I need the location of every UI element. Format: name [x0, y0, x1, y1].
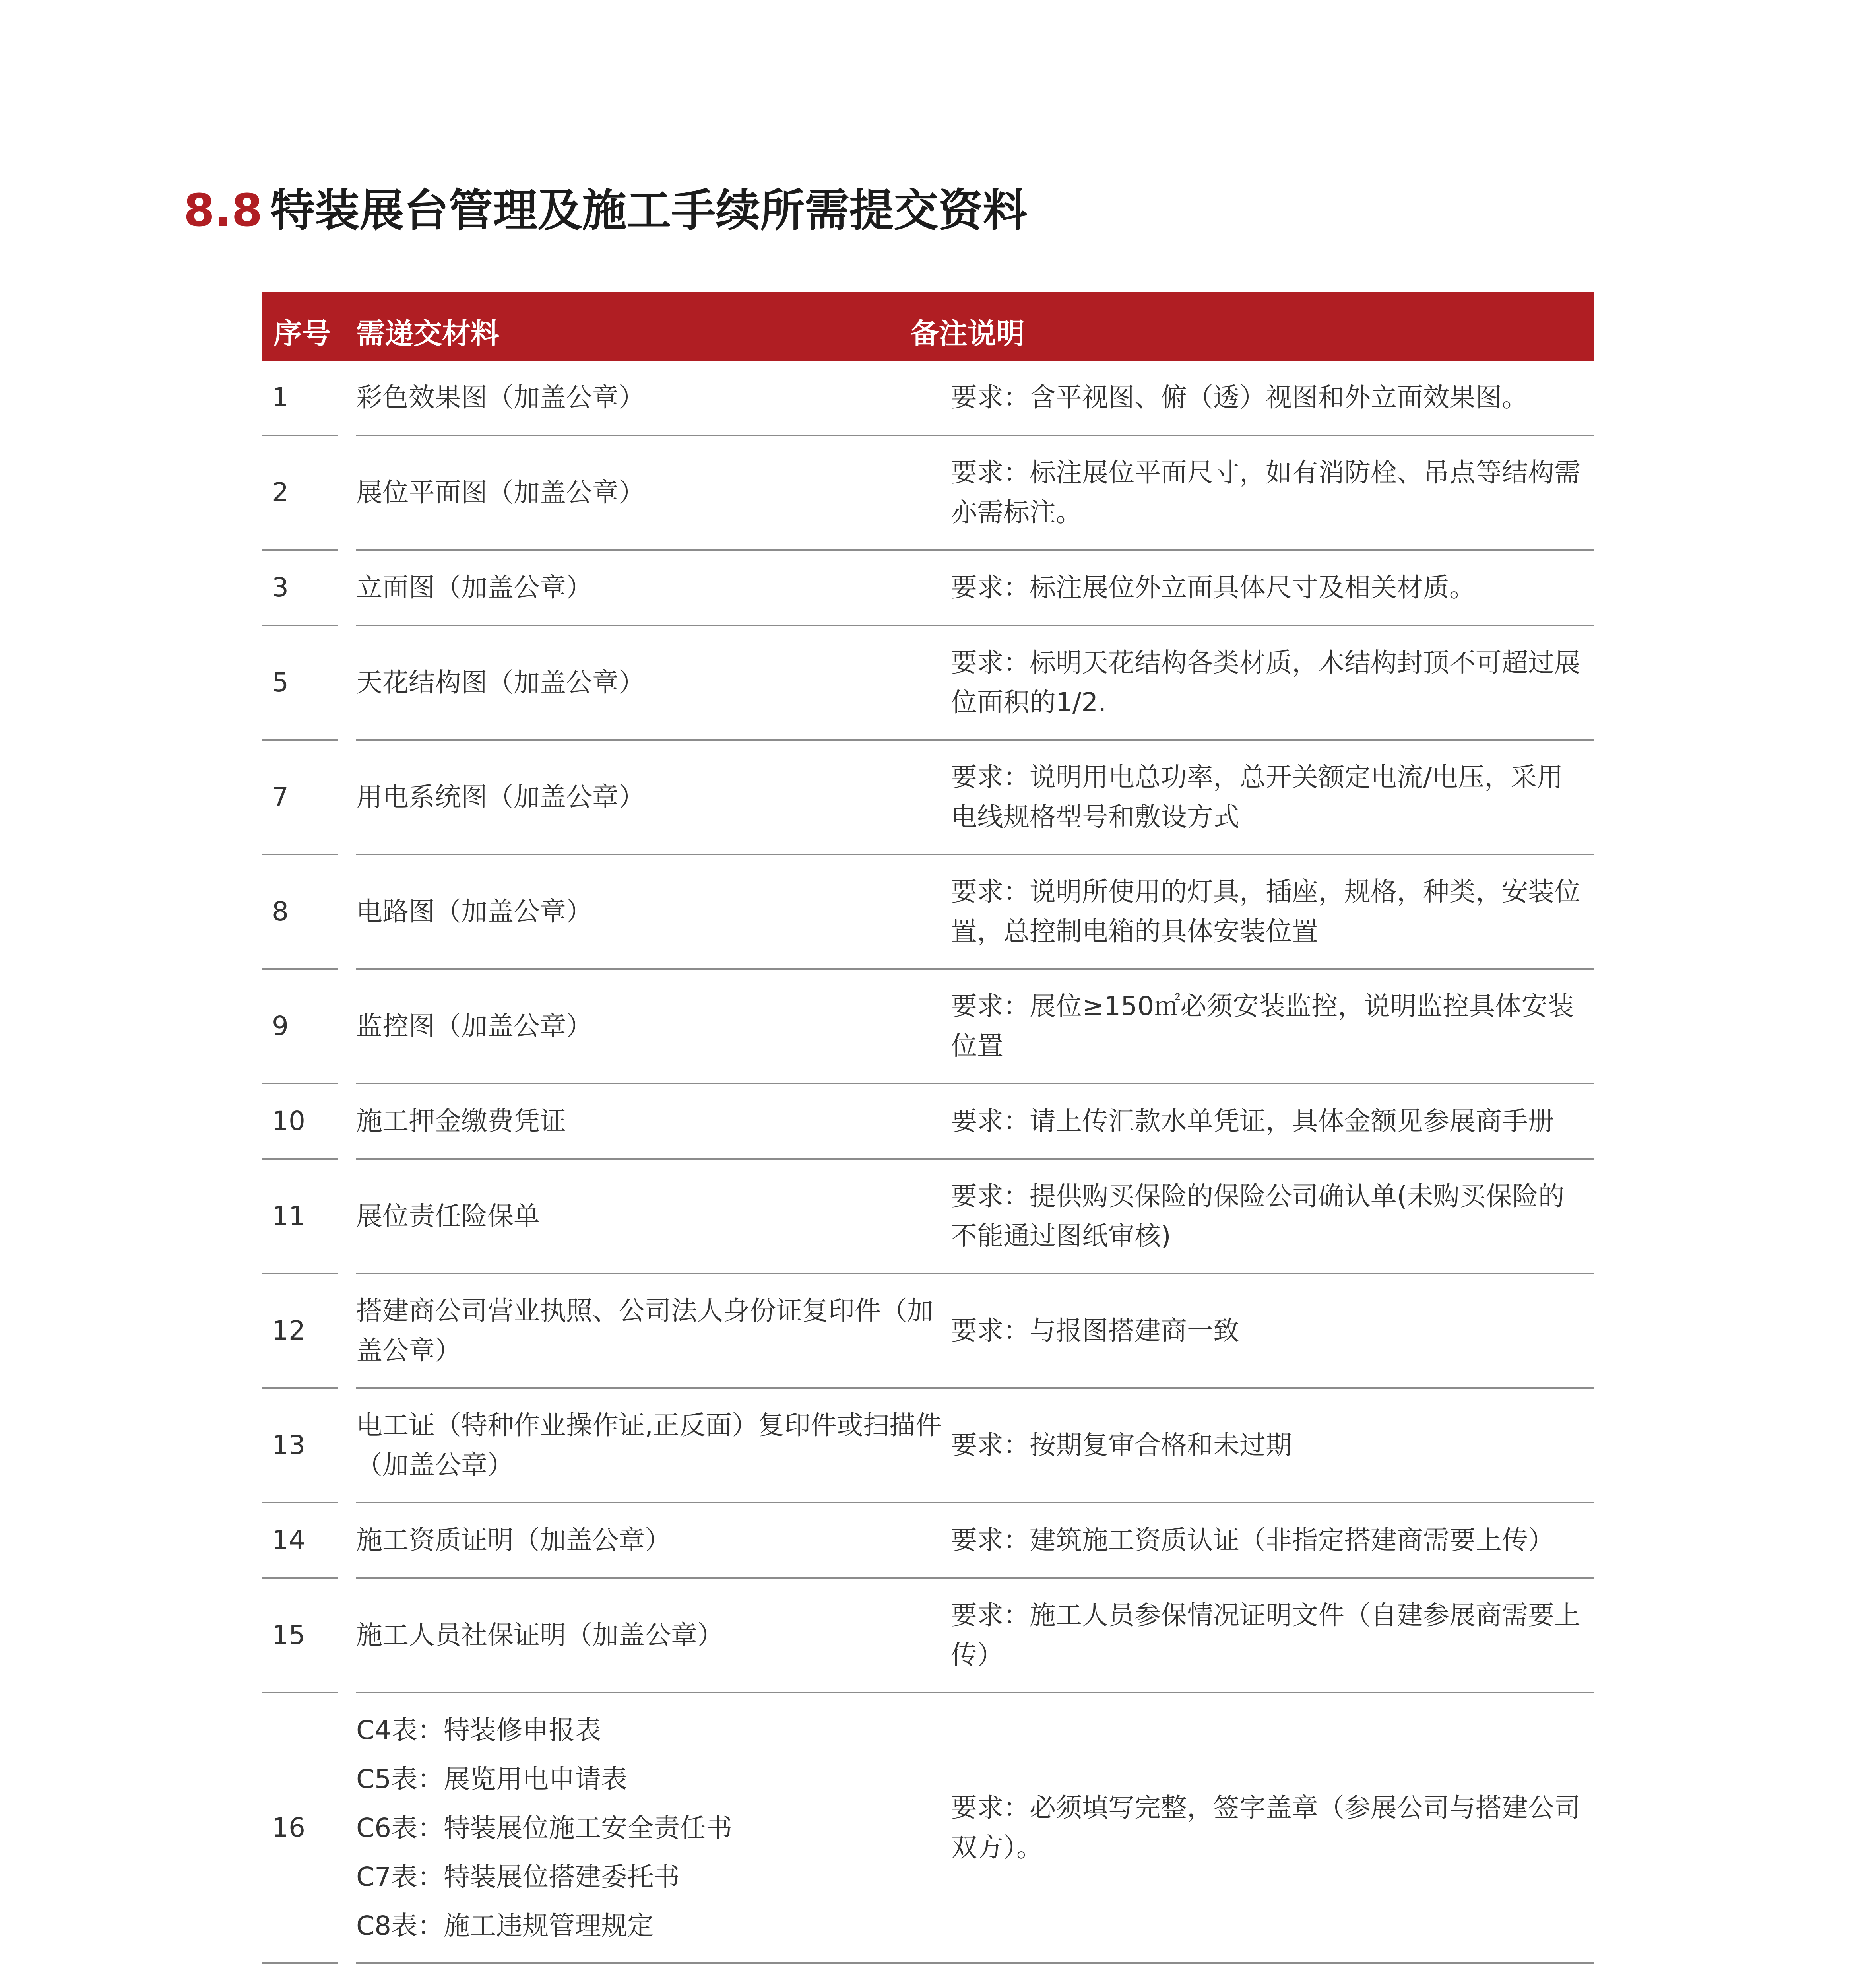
row-note: [923, 1579, 1594, 1693]
row-material: 监控图（加盖公章）: [356, 970, 972, 1084]
row-note: [923, 1389, 1594, 1503]
form-item: C8表：施工违规管理规定: [356, 1910, 654, 1941]
row-material: 搭建商公司营业执照、公司法人身份证复印件（加盖公章）: [356, 1274, 972, 1389]
row-note-text: 要求：按期复审合格和未过期: [951, 1430, 1292, 1460]
row-note-text: 要求：与报图搭建商一致: [951, 1315, 1239, 1346]
table-row: [262, 361, 1594, 436]
row-note-text: 要求：施工人员参保情况证明文件（自建参展商需要上传）: [951, 1600, 1580, 1670]
row-note: [923, 626, 1594, 741]
row-material: 展位平面图（加盖公章）: [356, 436, 972, 551]
section-title: 特装展台管理及施工手续所需提交资料: [270, 185, 1028, 237]
row-no: 16: [262, 1693, 338, 1964]
row-note: [923, 741, 1594, 855]
row-no: 15: [262, 1579, 338, 1693]
row-note-text: 要求：请上传汇款水单凭证，具体金额见参展商手册: [951, 1106, 1554, 1136]
row-note-text: 要求：标明天花结构各类材质，木结构封顶不可超过展位面积的1/2.: [951, 647, 1580, 718]
row-material: 施工人员社保证明（加盖公章）: [356, 1579, 972, 1693]
table-row: [262, 551, 1594, 626]
row-note-text: 要求：建筑施工资质认证（非指定搭建商需要上传）: [951, 1525, 1554, 1555]
table-row: [262, 1274, 1594, 1389]
header-material: 需递交材料: [356, 317, 500, 350]
row-no: 12: [262, 1274, 338, 1389]
materials-table: [262, 292, 1594, 1964]
row-material: 展位责任险保单: [356, 1160, 972, 1274]
row-note: [923, 1503, 1594, 1579]
row-note-text: 要求：标注展位外立面具体尺寸及相关材质。: [951, 572, 1476, 603]
row-no: 5: [262, 626, 338, 741]
row-note: [923, 361, 1594, 436]
table-row: [262, 855, 1594, 970]
row-material: 施工押金缴费凭证: [356, 1084, 972, 1160]
table-row: [262, 436, 1594, 551]
row-material-list: [356, 1693, 972, 1964]
row-note: [923, 1084, 1594, 1160]
row-no: 9: [262, 970, 338, 1084]
table-row: [262, 1503, 1594, 1579]
row-note: [923, 551, 1594, 626]
row-note-text: 要求：展位≥150㎡必须安装监控，说明监控具体安装位置: [951, 991, 1574, 1061]
row-material: 天花结构图（加盖公章）: [356, 626, 972, 741]
row-no: 8: [262, 855, 338, 970]
table-row: [262, 741, 1594, 855]
row-material: 施工资质证明（加盖公章）: [356, 1503, 972, 1579]
row-note: [923, 1160, 1594, 1274]
row-no: 2: [262, 436, 338, 551]
row-no: 7: [262, 741, 338, 855]
row-material: 立面图（加盖公章）: [356, 551, 972, 626]
row-no: 11: [262, 1160, 338, 1274]
table-row: [262, 626, 1594, 741]
row-no: 10: [262, 1084, 338, 1160]
row-no: 13: [262, 1389, 338, 1503]
header-note: 备注说明: [910, 317, 1025, 350]
table-header: [262, 292, 1594, 361]
row-note-text: 要求：说明所使用的灯具，插座，规格，种类，安装位置，总控制电箱的具体安装位置: [951, 876, 1580, 947]
row-note-text: 要求：标注展位平面尺寸，如有消防栓、吊点等结构需亦需标注。: [951, 457, 1580, 528]
form-item: C7表：特装展位搭建委托书: [356, 1861, 680, 1892]
row-material: 电路图（加盖公章）: [356, 855, 972, 970]
row-note-text: 要求：提供购买保险的保险公司确认单(未购买保险的不能通过图纸审核): [951, 1181, 1565, 1251]
row-note: [923, 970, 1594, 1084]
table-row: [262, 1579, 1594, 1693]
table-row: [262, 1084, 1594, 1160]
header-no: 序号: [273, 317, 331, 350]
row-note: [923, 1693, 1594, 1964]
table-row: [262, 1160, 1594, 1274]
row-material: 电工证（特种作业操作证,正反面）复印件或扫描件（加盖公章）: [356, 1389, 972, 1503]
row-note: [923, 855, 1594, 970]
section-number: 8.8: [184, 185, 263, 237]
row-no: 3: [262, 551, 338, 626]
form-item: C6表：特装展位施工安全责任书: [356, 1812, 733, 1843]
page-title: [184, 175, 1027, 239]
row-no: 1: [262, 361, 338, 436]
row-note-text: 要求：含平视图、俯（透）视图和外立面效果图。: [951, 382, 1528, 413]
row-note-text: 要求：必须填写完整，签字盖章（参展公司与搭建公司双方）。: [951, 1792, 1580, 1863]
row-note: [923, 1274, 1594, 1389]
form-item: C4表：特装修申报表: [356, 1714, 601, 1745]
row-note-text: 要求：说明用电总功率，总开关额定电流/电压，采用电线规格型号和敷设方式: [951, 762, 1563, 832]
table-row: [262, 1389, 1594, 1503]
table-row: [262, 1693, 1594, 1964]
row-note: [923, 436, 1594, 551]
row-material: 彩色效果图（加盖公章）: [356, 361, 972, 436]
row-no: 14: [262, 1503, 338, 1579]
table-row: [262, 970, 1594, 1084]
row-material: 用电系统图（加盖公章）: [356, 741, 972, 855]
form-item: C5表：展览用电申请表: [356, 1763, 628, 1794]
